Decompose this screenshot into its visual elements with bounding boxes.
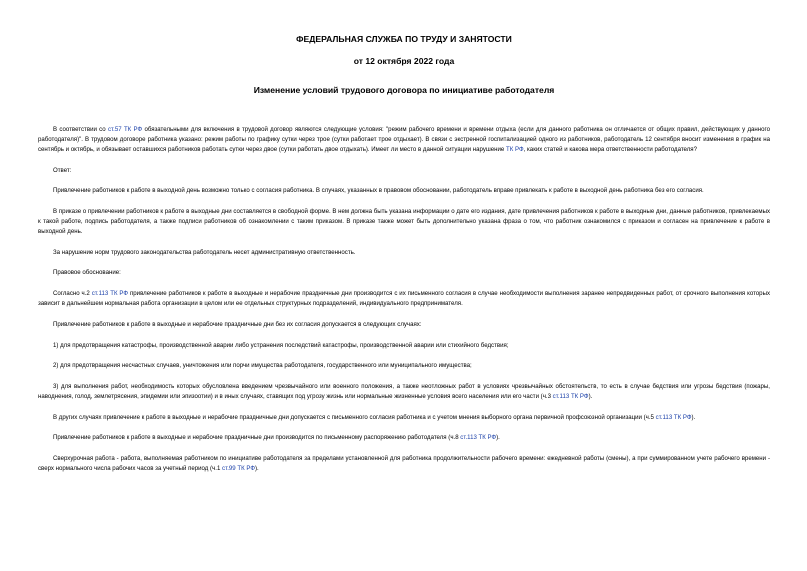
link-st99[interactable]: ст.99 ТК РФ <box>222 464 255 472</box>
text-span: ). <box>254 464 259 472</box>
legal-paragraph-3 <box>38 413 770 423</box>
link-st57[interactable]: ст.57 ТК РФ <box>108 126 143 133</box>
text-span: ). <box>496 434 500 442</box>
answer-paragraph-3: За нарушение норм трудового законодательства работодатель несет административную ответственность. <box>53 248 356 256</box>
document-page <box>38 34 770 485</box>
legal-paragraph-4 <box>38 433 770 443</box>
text-span: В других случаях привлечение к работе в выходные и нерабочие праздничные дни допускается с письменного согласия работника и с учетом мнения выборного органа первичной профсоюзной организации (ч.5 <box>53 413 656 421</box>
link-st113-part8[interactable]: ст.113 ТК РФ <box>460 434 497 442</box>
text-span: 3) для выполнения работ, необходимость которых обусловлена введением чрезвычайного или военного положения, а также неотложных работ в условиях чрезвычайных обстоятельств, то есть в случае бедствия или угрозы бедствия (пожары, наводнения, голод, землетрясения, эпидемии или эпизоотии) и в иных случаях, ставящих под угрозу жизнь или нормальные жизненные условия всего населения или его части (ч.3 <box>38 382 770 400</box>
question-paragraph <box>38 125 770 155</box>
list-item-2: 2) для предотвращения несчастных случаев, уничтожения или порчи имущества работодателя, государственного или муниципального имущества; <box>53 362 472 370</box>
link-st113[interactable]: ст.113 ТК РФ <box>91 290 129 298</box>
link-text: ст.113 <box>552 392 570 400</box>
answer-paragraph-2: В приказе о привлечении работников к работе в выходные дни составляется в свободной форме. В нем должна быть указана информации о дате его издания, дате привлечения работников к работе в выходные дни, данные работников, привлекаемых к такой работе, подпись работодателя, а также подписи работников об ознакомлении с таким приказом. В приказе также может быть дополнительно указана фраза о том, что работник ознакомился с приказом и согласен на привлечение к работе в выходной день. <box>38 208 770 236</box>
link-tkrf[interactable]: ТК РФ <box>506 146 524 153</box>
text-span: Согласно ч.2 <box>53 290 92 298</box>
link-text: ТК РФ <box>570 392 589 400</box>
text-span: Сверхурочная работа - работа, выполняемая работником по инициативе работодателя за пределами установленной для работника продолжительности рабочего времени: ежедневной работы (смены), а при суммированном учете рабочего времени - сверх нормального числа рабочих часов за учетный период (ч.1 <box>38 454 770 472</box>
text-span: обязательными для включения в трудовой договор являются следующие условия: "режим рабочего времени и времени отдыха (если для данного работника он отличается от общих правил, действующих у данного работодателя)". В трудовом договоре работника указано: режим работы по графику сутки через трое (сутки работает трое отдыхает). В связи с экстренной госпитализацией одного из работников, работодатель 12 сентября вносит изменения в график на сентябрь и октябрь, и обязывает оставшихся работников работать сутки через двое (сутки работать двое отдыхать). Имеет ли место в данной ситуации нарушение <box>38 126 771 153</box>
text-span: ). <box>588 392 593 400</box>
answer-paragraph-1: Привлечение работников к работе в выходной день возможно только с согласия работника. В случаях, указанных в правовом обосновании, работодатель вправе привлекать к работе в выходной день работника без его согласия. <box>53 187 704 195</box>
answer-label: Ответ: <box>53 166 72 174</box>
document-title: Изменение условий трудового договора по инициативе работодателя <box>253 85 555 95</box>
document-body <box>38 125 770 474</box>
text-span: , каких статей и какова мера ответственности работодателя? <box>523 146 697 153</box>
legal-paragraph-2: Привлечение работников к работе в выходные и нерабочие праздничные дни без их согласия допускается в следующих случаях: <box>53 320 422 328</box>
document-date: от 12 октября 2022 года <box>353 56 455 66</box>
legal-paragraph-5 <box>38 454 770 474</box>
link-st113-part5[interactable]: ст.113 ТК РФ <box>655 413 692 421</box>
legal-basis-label: Правовое обоснование: <box>53 269 121 277</box>
text-span: привлечение работников к работе в выходные и нерабочие праздничные дни производится с их письменного согласия в случае необходимости выполнения заранее непредвиденных работ, от срочного выполнения которых зависит в дальнейшем нормальная работа организации в целом или ее отдельных структурных подразделений, индивидуального предпринимателя. <box>38 290 771 308</box>
text-span: Привлечение работников к работе в выходные и нерабочие праздничные дни производится по письменному распоряжению работодателя (ч.8 <box>53 434 461 442</box>
legal-paragraph-1 <box>38 289 770 309</box>
list-item-1: 1) для предотвращения катастрофы, производственной аварии либо устранения последствий катастрофы, производственной аварии или стихийного бедствия; <box>53 341 509 349</box>
link-st113-part3[interactable] <box>553 393 589 400</box>
list-item-3 <box>38 382 770 402</box>
text-span: В соответствии со <box>53 126 108 133</box>
organization-heading: ФЕДЕРАЛЬНАЯ СЛУЖБА ПО ТРУДУ И ЗАНЯТОСТИ <box>296 34 512 44</box>
text-span: ). <box>691 413 696 421</box>
